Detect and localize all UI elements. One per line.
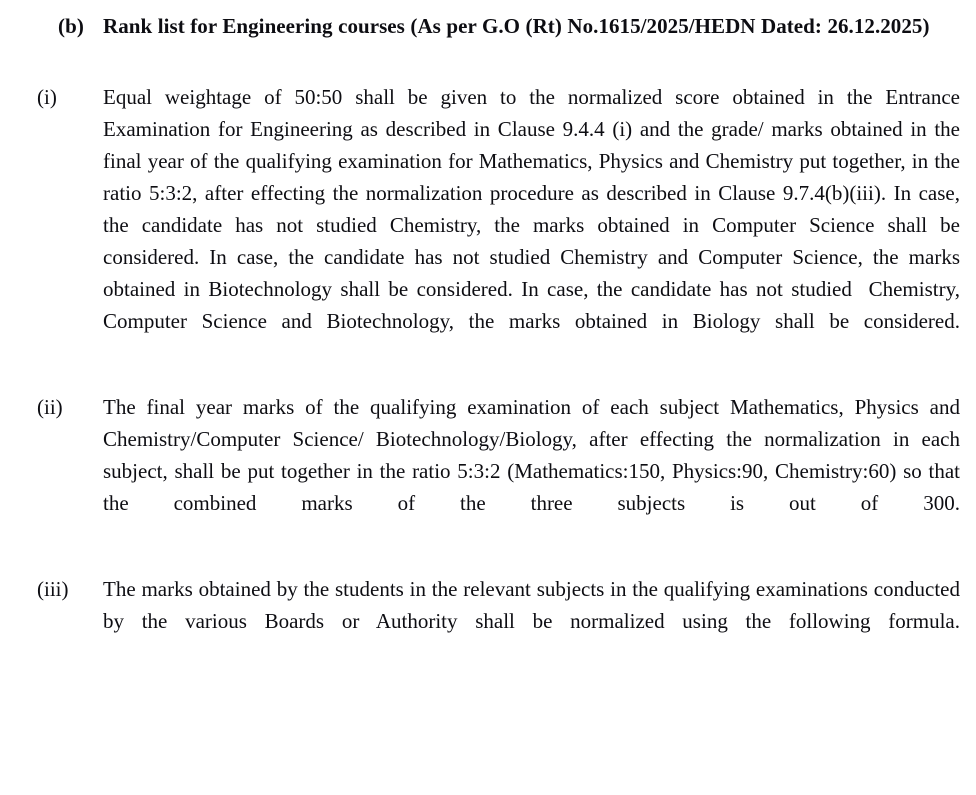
- clause-marker-i: (i): [37, 85, 57, 109]
- clause-marker-ii: (ii): [37, 395, 63, 419]
- heading-title: Rank list for Engineering courses (As per G.O (Rt) No.1615/2025/HEDN Dated: 26.12.2025): [103, 14, 930, 38]
- document-page: [0, 10, 976, 795]
- clause-item-iii: [0, 573, 976, 669]
- clause-list: [0, 81, 976, 669]
- heading-marker: (b): [58, 14, 84, 38]
- clause-text-iii: The marks obtained by the students in the relevant subjects in the qualifying examinations conducted by the various Boards or Authority shall be normalized using the following formula.: [103, 577, 966, 633]
- clause-text-ii: The final year marks of the qualifying examination of each subject Mathematics, Physics and Chemistry/Computer Science/ Biotechnology/Biology, after effecting the normalization in each subject, shall be put together in the ratio 5:3:2 (Mathematics:150, Physics:90, Chemistry:60) so that the combined marks of the three subjects is out of 300.: [103, 395, 966, 515]
- clause-text-i: Equal weightage of 50:50 shall be given to the normalized score obtained in the Entrance Examination for Engineering as described in Clause 9.4.4 (i) and the grade/ marks obtained in the final year of the qualifying examination for Mathematics, Physics and Chemistry put together, in the ratio 5:3:2, after effecting the normalization procedure as described in Clause 9.7.4(b)(iii). In case, the candidate has not studied Chemistry, the marks obtained in Computer Science shall be considered. In case, the candidate has not studied Chemistry and Computer Science, the marks obtained in Biotechnology shall be considered. In case, the candidate has not studied Chemistry, Computer Science and Biotechnology, the marks obtained in Biology shall be considered.: [103, 85, 966, 333]
- clause-item-i: [0, 81, 976, 369]
- section-heading: [0, 10, 976, 43]
- clause-marker-iii: (iii): [37, 577, 69, 601]
- clause-item-ii: [0, 391, 976, 551]
